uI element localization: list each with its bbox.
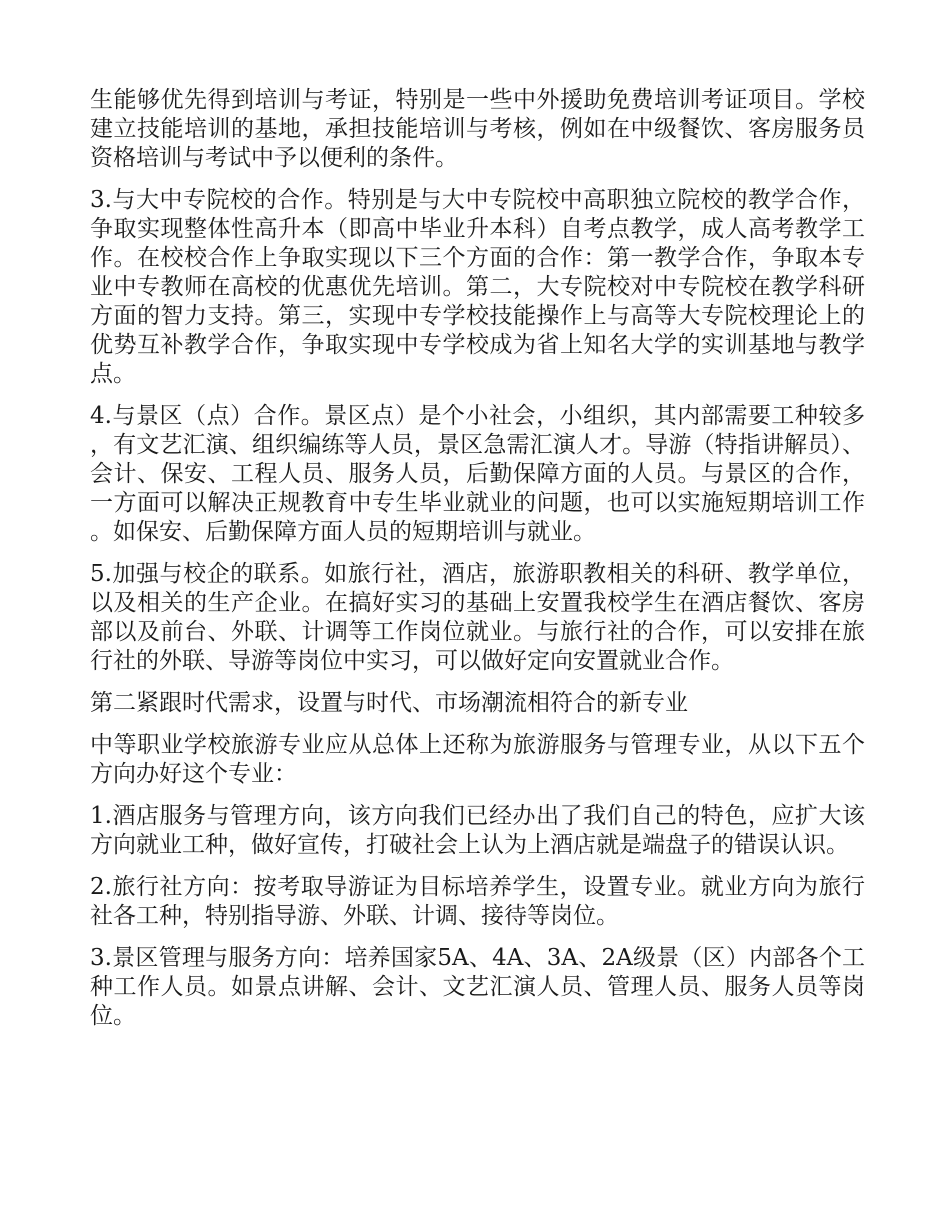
paragraph-travel-agency-direction: 2.旅行社方向：按考取导游证为目标培养学生，设置专业。就业方向为旅行社各工种，特别指导游、外联、计调、接待等岗位。 xyxy=(90,874,865,929)
paragraph-scenic-cooperation: 4.与景区（点）合作。景区点）是个小社会，小组织，其内部需要工种较多，有文艺汇演、组织编练等人员，景区急需汇演人才。导游（特指讲解员）、会计、保安、工程人员、服务人员，后勤保障方面的人员。与景区的合作，一方面可以解决正规教育中专生毕业就业的问题，也可以实施短期培训工作。如保安、后勤保障方面人员的短期培训与就业。 xyxy=(90,403,865,545)
paragraph-enterprise-cooperation: 5.加强与校企的联系。如旅行社，酒店，旅游职教相关的科研、教学单位，以及相关的生产企业。在搞好实习的基础上安置我校学生在酒店餐饮、客房部以及前台、外联、计调等工作岗位就业。与旅行社的合作，可以安排在旅行社的外联、导游等岗位中实习，可以做好定向安置就业合作。 xyxy=(90,561,865,674)
paragraph-college-cooperation: 3.与大中专院校的合作。特别是与大中专院校中高职独立院校的教学合作，争取实现整体性高升本（即高中毕业升本科）自考点教学，成人高考教学工作。在校校合作上争取实现以下三个方面的合作：第一教学合作，争取本专业中专教师在高校的优惠优先培训。第二，大专院校对中专院校在教学科研方面的智力支持。第三，实现中专学校技能操作上与高等大专院校理论上的优势互补教学合作，争取实现中专学校成为省上知名大学的实训基地与教学点。 xyxy=(90,187,865,387)
paragraph-five-directions: 中等职业学校旅游专业应从总体上还称为旅游服务与管理专业，从以下五个方向办好这个专业： xyxy=(90,732,865,787)
document-page xyxy=(90,86,865,1044)
paragraph-scenic-management-direction: 3.景区管理与服务方向：培养国家5A、4A、3A、2A级景（区）内部各个工种工作人员。如景点讲解、会计、文艺汇演人员、管理人员、服务人员等岗位。 xyxy=(90,945,865,1029)
section-heading-new-majors: 第二紧跟时代需求，设置与时代、市场潮流相符合的新专业 xyxy=(90,690,688,716)
paragraph-hotel-direction: 1.酒店服务与管理方向，该方向我们已经办出了我们自己的特色，应扩大该方向就业工种，做好宣传，打破社会上认为上酒店就是端盘子的错误认识。 xyxy=(90,803,865,858)
paragraph-training-base: 生能够优先得到培训与考证，特别是一些中外援助免费培训考证项目。学校建立技能培训的基地，承担技能培训与考核，例如在中级餐饮、客房服务员资格培训与考试中予以便利的条件。 xyxy=(90,87,865,171)
